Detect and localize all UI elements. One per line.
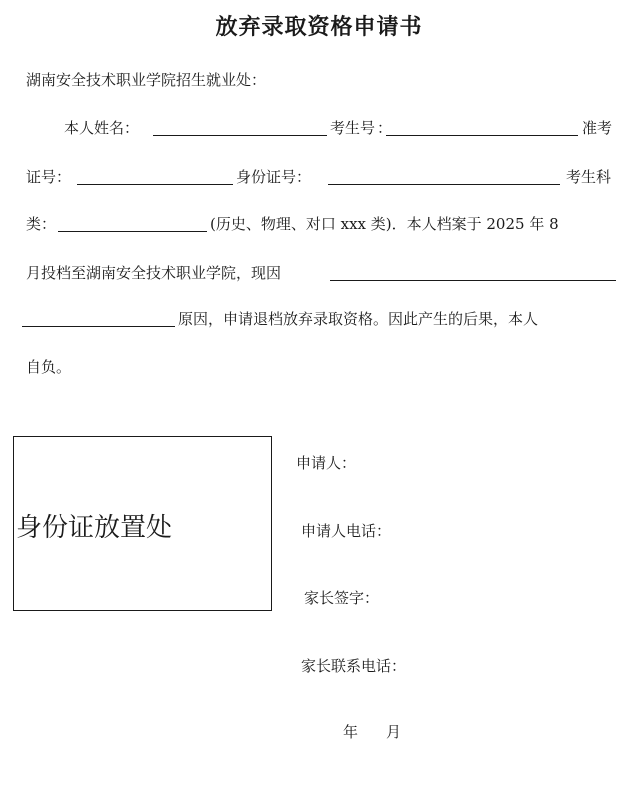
- date-year-label: 年: [343, 723, 359, 741]
- date-month-label: 月: [386, 723, 402, 741]
- admission-label-part2: 证号：: [26, 168, 72, 186]
- applicant-phone-label: 申请人电话：: [301, 522, 392, 540]
- id-card-placement-box: [13, 436, 272, 611]
- paragraph-line-6: 自负。: [26, 358, 72, 376]
- exam-number-colon: ：: [377, 119, 393, 137]
- applicant-label: 申请人：: [296, 454, 357, 472]
- exam-number-label: 考生号: [330, 119, 376, 137]
- paragraph-line-4: 月投档至湖南安全技术职业学院，现因: [26, 264, 282, 282]
- page-title: 放弃录取资格申请书: [215, 14, 423, 40]
- name-label: 本人姓名：: [64, 119, 140, 137]
- admission-number-field[interactable]: [77, 184, 233, 185]
- id-card-placement-label: 身份证放置处: [16, 513, 173, 543]
- subject-note: (历史、物理、对口 xxx 类)．本人档案于 2025 年 8: [210, 215, 559, 233]
- recipient: 湖南安全技术职业学院招生就业处：: [26, 71, 267, 89]
- name-field[interactable]: [153, 135, 327, 136]
- paragraph-line-5: 原因，申请退档放弃录取资格。因此产生的后果，本人: [178, 310, 539, 328]
- exam-number-field[interactable]: [386, 135, 578, 136]
- subject-field[interactable]: [58, 231, 207, 232]
- id-number-label: 身份证号：: [236, 168, 312, 186]
- parent-signature-label: 家长签字：: [304, 589, 380, 607]
- parent-phone-label: 家长联系电话：: [301, 657, 407, 675]
- admission-label-part1: 准考: [582, 119, 613, 137]
- reason-field-part1[interactable]: [330, 280, 616, 281]
- subject-label-part2: 类：: [26, 215, 57, 233]
- id-number-field[interactable]: [328, 184, 560, 185]
- subject-label-part1: 考生科: [566, 168, 612, 186]
- reason-field-part2[interactable]: [22, 326, 175, 327]
